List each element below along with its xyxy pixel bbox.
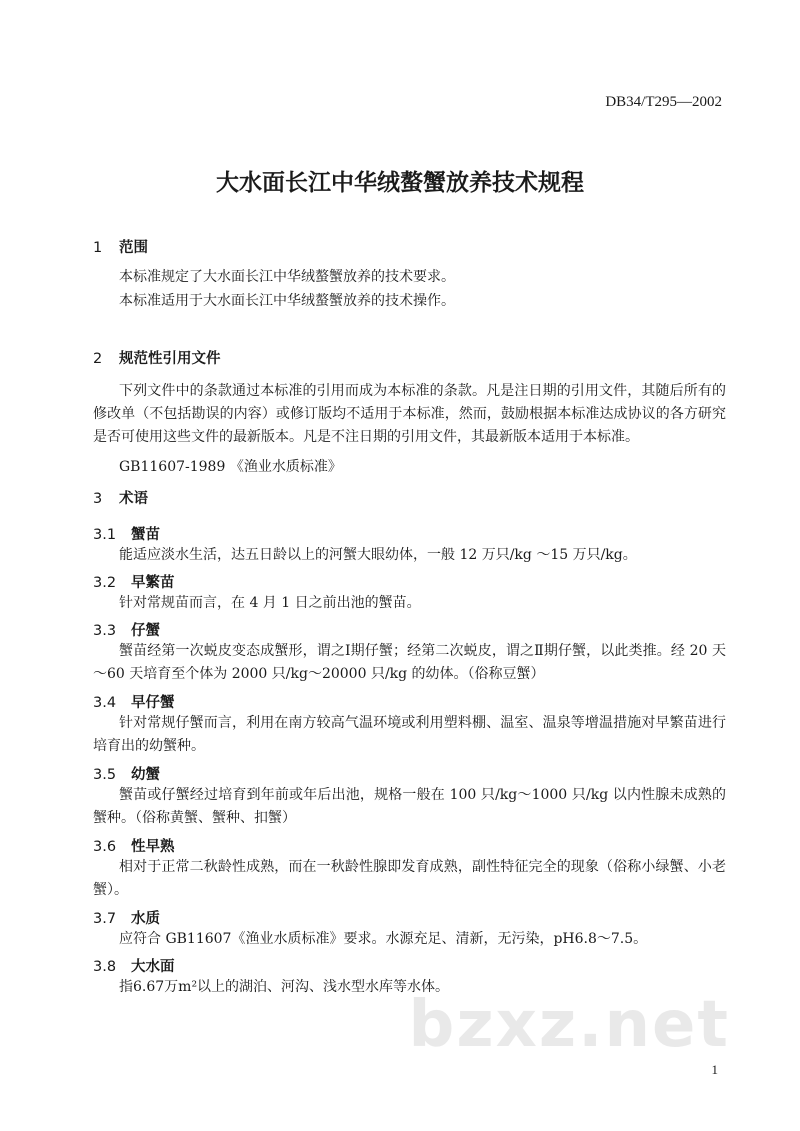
term-number: 3.4 [93, 695, 117, 711]
section-title: 规范性引用文件 [119, 351, 221, 367]
term-definition: 针对常规仔蟹而言，利用在南方较高气温环境或利用塑料棚、温室、温泉等增温措施对早繁苗进行培育出的幼蟹种。 [93, 715, 726, 754]
paragraph: 本标准适用于大水面长江中华绒螯蟹放养的技术操作。 [119, 293, 455, 309]
term-number: 3.8 [93, 959, 117, 975]
term-heading [93, 691, 175, 712]
term-number: 3.6 [93, 839, 117, 855]
term-name: 大水面 [131, 959, 175, 975]
section-heading-terms [93, 487, 148, 508]
term-number: 3.5 [93, 767, 117, 783]
term-heading [93, 763, 160, 784]
watermark: bzxz.net [408, 988, 730, 1062]
term-heading [93, 523, 160, 544]
term-definition: 针对常规苗而言，在 4 月 1 日之前出池的蟹苗。 [119, 595, 421, 611]
term-name: 性早熟 [131, 839, 175, 855]
term-definition: 蟹苗或仔蟹经过培育到年前或年后出池，规格一般在 100 只/kg～1000 只/kg 以内性腺未成熟的蟹种。（俗称黄蟹、蟹种、扣蟹） [93, 787, 726, 826]
document-title: 大水面长江中华绒螯蟹放养技术规程 [216, 170, 584, 196]
term-heading [93, 619, 160, 640]
term-number: 3.1 [93, 527, 117, 543]
page-number: 1 [711, 1062, 718, 1077]
term-name: 蟹苗 [131, 527, 160, 543]
term-definition: 蟹苗经第一次蜕皮变态成蟹形，谓之Ⅰ期仔蟹；经第二次蜕皮，谓之Ⅱ期仔蟹，以此类推。经 20 天～60 天培育至个体为 2000 只/kg～20000 只/kg 的幼体。（俗称豆蟹） [93, 643, 726, 682]
section-title: 范围 [119, 240, 148, 256]
term-number: 3.2 [93, 575, 117, 591]
section-heading-normative-references [93, 347, 221, 368]
section-title: 术语 [119, 491, 148, 507]
term-number: 3.3 [93, 623, 117, 639]
reference-item: GB11607-1989 《渔业水质标准》 [119, 459, 342, 475]
term-name: 仔蟹 [131, 623, 160, 639]
section-heading-scope [93, 236, 148, 257]
paragraph: 下列文件中的条款通过本标准的引用而成为本标准的条款。凡是注日期的引用文件，其随后所有的修改单（不包括勘误的内容）或修订版均不适用于本标准，然而，鼓励根据本标准达成协议的各方研究是否可使用这些文件的最新版本。凡是不注日期的引用文件，其最新版本适用于本标准。 [93, 383, 726, 445]
standard-code: DB34/T295—2002 [605, 94, 722, 110]
term-definition: 能适应淡水生活，达五日龄以上的河蟹大眼幼体，一般 12 万只/kg ～15 万只/kg。 [119, 547, 637, 563]
term-heading [93, 907, 160, 928]
term-name: 早繁苗 [131, 575, 175, 591]
term-name: 水质 [131, 911, 160, 927]
term-number: 3.7 [93, 911, 117, 927]
term-definition: 应符合 GB11607《渔业水质标准》要求。水源充足、清新，无污染，pH6.8～7.5。 [119, 931, 648, 947]
term-heading [93, 571, 175, 592]
section-number: 2 [93, 351, 103, 367]
term-name: 幼蟹 [131, 767, 160, 783]
section-number: 1 [93, 240, 103, 256]
term-heading [93, 835, 175, 856]
section-number: 3 [93, 491, 103, 507]
term-definition: 相对于正常二秋龄性成熟，而在一秋龄性腺即发育成熟，副性特征完全的现象（俗称小绿蟹、小老蟹）。 [93, 859, 726, 898]
term-definition: 指6.67万m²以上的湖泊、河沟、浅水型水库等水体。 [119, 979, 450, 995]
term-name: 早仔蟹 [131, 695, 175, 711]
paragraph: 本标准规定了大水面长江中华绒螯蟹放养的技术要求。 [119, 269, 455, 285]
term-heading [93, 955, 175, 976]
